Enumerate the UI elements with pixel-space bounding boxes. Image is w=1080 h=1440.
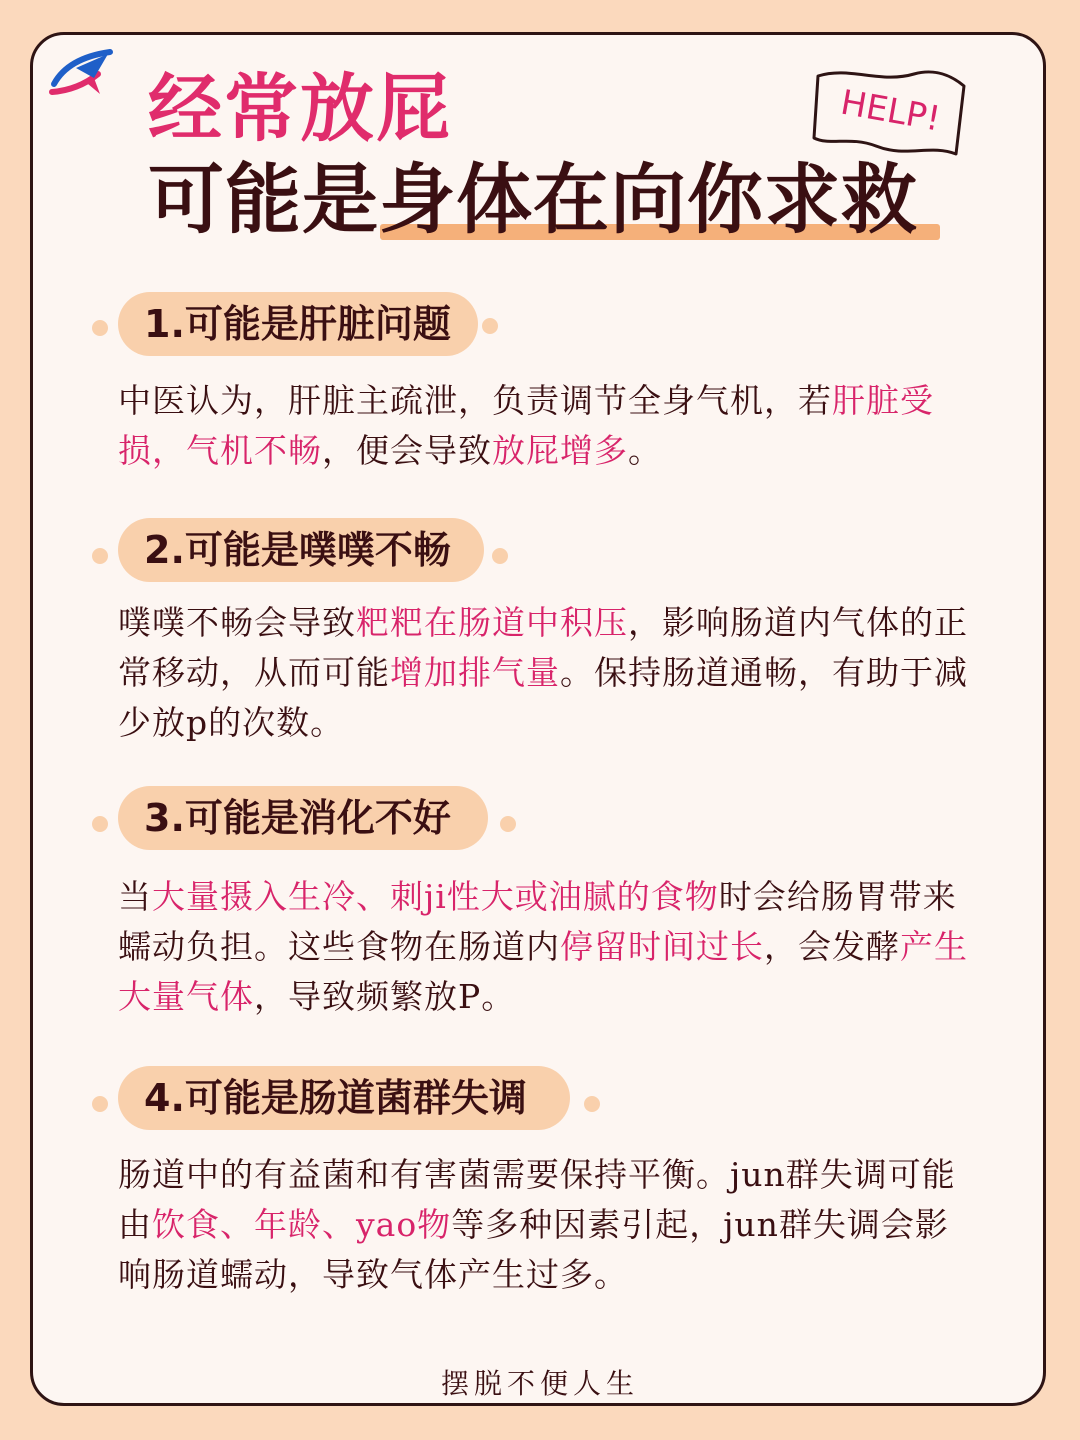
body-text: ，影响肠道内气体的正常移动，从而可能 [118, 603, 968, 692]
decor-dot [92, 320, 108, 336]
decor-dot [584, 1096, 600, 1112]
section-title: 4.可能是肠道菌群失调 [144, 1076, 527, 1120]
subtitle-block [148, 155, 918, 244]
page-subtitle: 可能是身体在向你求救 [148, 155, 918, 244]
section-title: 2.可能是噗噗不畅 [144, 528, 451, 572]
section-4-body [118, 1150, 968, 1300]
highlight-text: 饮食、年龄、yao物 [152, 1205, 452, 1244]
decor-dot [92, 1096, 108, 1112]
body-text: 。 [628, 431, 662, 470]
body-text: 。保持肠道通畅，有助于减少放p的次数。 [118, 653, 968, 742]
highlight-text: 肝脏受损，气机不畅 [118, 381, 934, 470]
body-text: 时会给肠胃带来蠕动负担。这些食物在肠道内 [118, 877, 957, 966]
help-label: HELP! [837, 82, 944, 140]
help-flag [810, 62, 970, 162]
section-4-heading [88, 1066, 618, 1130]
highlight-text: 产生大量气体 [118, 927, 968, 1016]
body-text: 等多种因素引起，jun群失调会影响肠道蠕动，导致气体产生过多。 [118, 1205, 949, 1294]
section-2-heading [88, 518, 518, 582]
section-1-heading [88, 292, 508, 356]
decor-dot [92, 548, 108, 564]
body-text: ，导致频繁放P。 [254, 977, 516, 1016]
footer-text: 摆脱不便人生 [440, 1367, 639, 1400]
body-text: 中医认为，肝脏主疏泄，负责调节全身气机，若 [118, 381, 832, 420]
section-3-body [118, 872, 968, 1022]
section-title: 1.可能是肝脏问题 [144, 302, 451, 346]
decor-dot [482, 318, 498, 334]
section-title: 3.可能是消化不好 [144, 796, 451, 840]
section-1-body [118, 376, 968, 476]
decor-dot [500, 816, 516, 832]
highlight-text: 停留时间过长 [560, 927, 764, 966]
section-3-heading [88, 786, 528, 850]
highlight-text: 增加排气量 [390, 653, 560, 692]
highlight-text: 粑粑在肠道中积压 [356, 603, 628, 642]
paper-plane-swoosh-icon [48, 44, 118, 102]
decor-dot [492, 548, 508, 564]
body-text: ，便会导致 [322, 431, 492, 470]
body-text: 噗噗不畅会导致 [118, 603, 356, 642]
section-2-body [118, 598, 968, 748]
page-title: 经常放屁 [148, 66, 452, 152]
body-text: 肠道中的有益菌和有害菌需要保持平衡。jun群失调可能由 [118, 1155, 956, 1244]
decor-dot [92, 816, 108, 832]
body-text: 当 [118, 877, 152, 916]
highlight-text: 放屁增多 [492, 431, 628, 470]
body-text: ，会发酵 [764, 927, 900, 966]
highlight-text: 大量摄入生冷、刺ji性大或油腻的食物 [152, 877, 719, 916]
